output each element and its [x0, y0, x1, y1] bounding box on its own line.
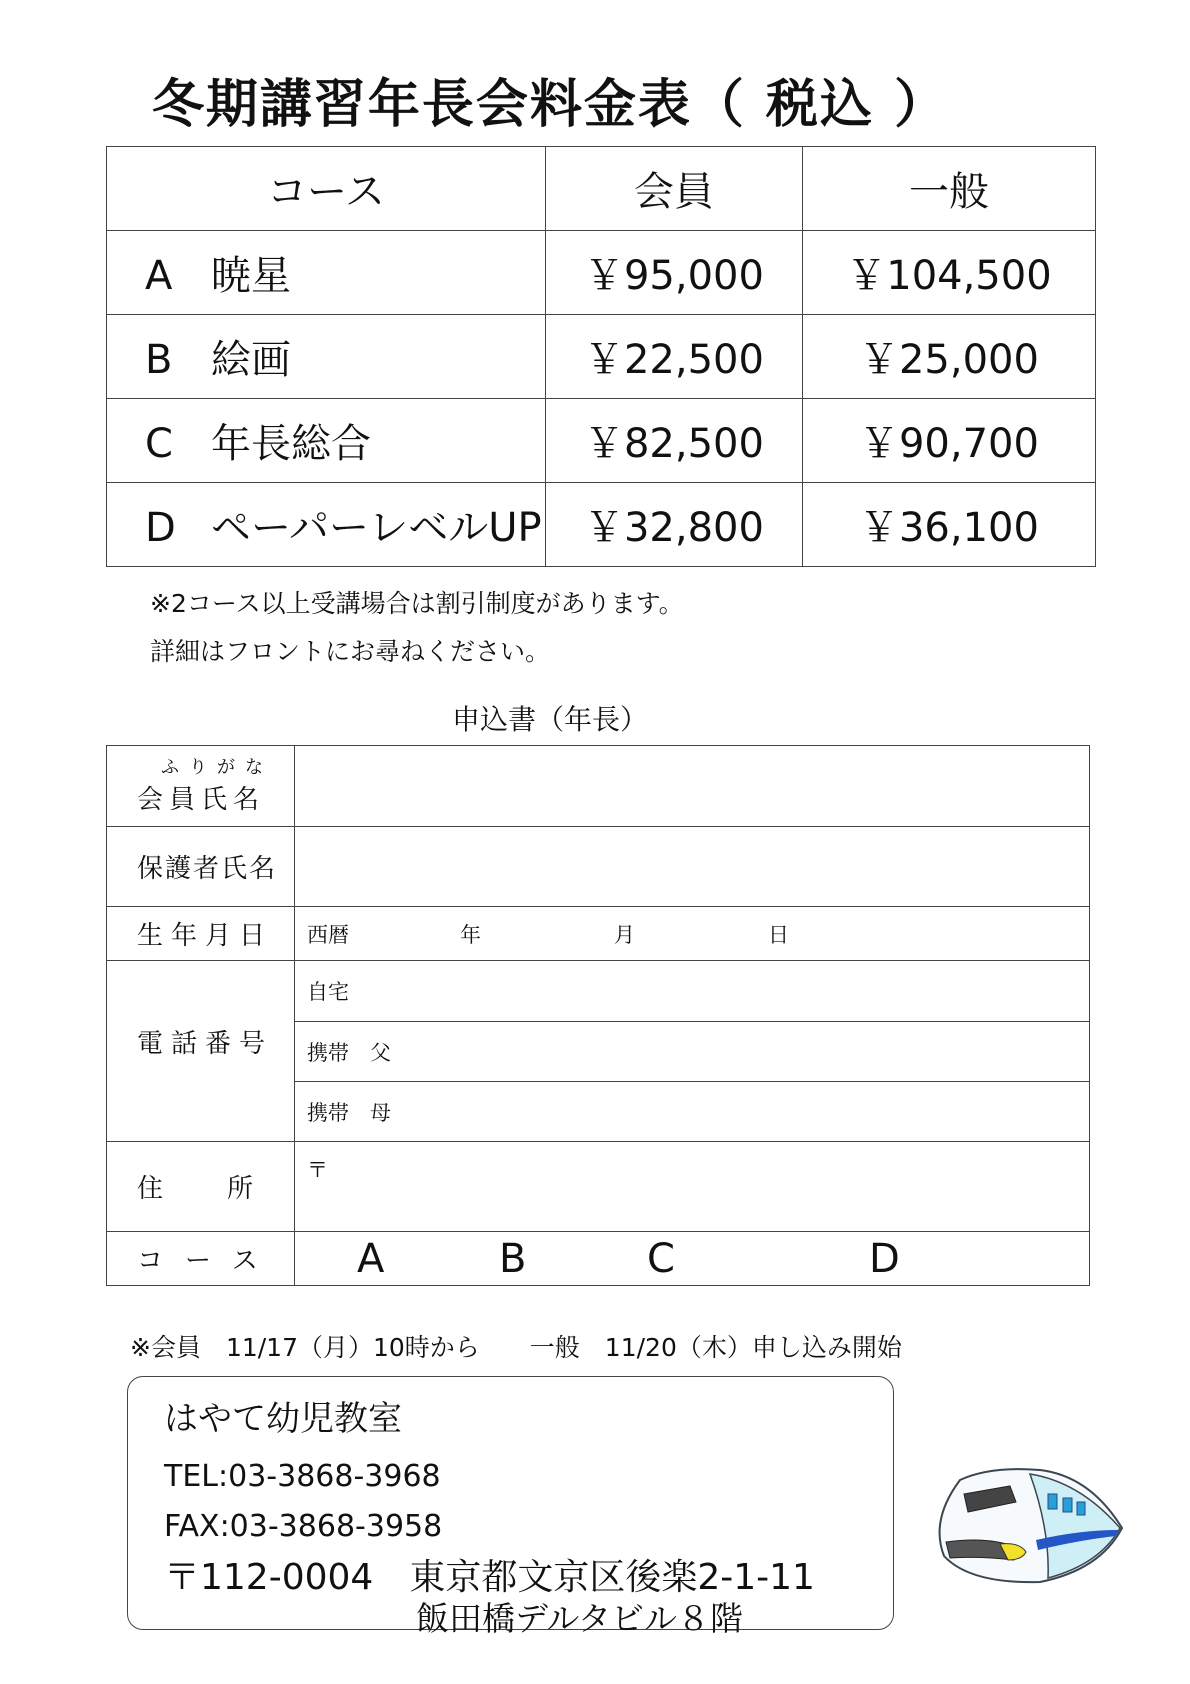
- phone-home-field[interactable]: [295, 961, 1090, 1022]
- note-details: 詳細はフロントにお尋ねください。: [150, 637, 551, 666]
- birthdate-label: 生年月日: [107, 907, 295, 961]
- birthdate-field[interactable]: [295, 907, 1090, 961]
- table-row: [107, 483, 1096, 567]
- course-name: 絵画: [211, 337, 291, 383]
- address-line-1: 〒112-0004 東京都文京区後楽2-1-11: [164, 1557, 815, 1598]
- member-price: ￥82,500: [546, 399, 803, 483]
- note-discount: ※2コース以上受講場合は割引制度があります。: [150, 589, 684, 618]
- general-price: ￥90,700: [802, 399, 1095, 483]
- member-price: ￥22,500: [546, 315, 803, 399]
- postal-mark: 〒: [307, 1158, 328, 1182]
- member-name-text: 会員氏名: [137, 784, 266, 815]
- phone-father-label: 携帯 父: [307, 1040, 391, 1065]
- year-label: 年: [460, 922, 481, 947]
- form-title: 申込書（年長）: [451, 703, 648, 736]
- form-row-phone-home: [107, 961, 1090, 1022]
- tel: TEL:03-3868-3968: [164, 1459, 441, 1494]
- general-price: ￥104,500: [802, 231, 1095, 315]
- fax: FAX:03-3868-3958: [164, 1509, 443, 1544]
- course-letter: A: [145, 253, 173, 299]
- table-row: [107, 231, 1096, 315]
- header-course: コース: [107, 147, 546, 231]
- course-letter: B: [145, 337, 173, 383]
- page-title: 冬期講習年長会料金表（ 税込 ）: [151, 75, 949, 135]
- school-name: はやて幼児教室: [164, 1399, 402, 1439]
- course-name: 年長総合: [211, 421, 371, 467]
- day-label: 日: [768, 922, 789, 947]
- course-letter: C: [145, 421, 173, 467]
- course-cell: [107, 231, 546, 315]
- course-name: 暁星: [211, 253, 291, 299]
- form-row-member-name: [107, 746, 1090, 827]
- phone-mother-field[interactable]: [295, 1082, 1090, 1142]
- member-price: ￥95,000: [546, 231, 803, 315]
- course-cell: [107, 399, 546, 483]
- course-option-b[interactable]: B: [499, 1235, 527, 1282]
- phone-home-label: 自宅: [307, 980, 349, 1004]
- form-row-birthdate: [107, 907, 1090, 961]
- application-form: [106, 745, 1090, 1286]
- course-option-a[interactable]: A: [357, 1235, 385, 1282]
- guardian-name-label: 保護者氏名: [107, 827, 295, 907]
- month-label: 月: [614, 922, 635, 947]
- price-table: [106, 146, 1096, 567]
- member-price: ￥32,800: [546, 483, 803, 567]
- phone-mother-label: 携帯 母: [307, 1100, 391, 1125]
- course-name: ペーパーレベルUP: [211, 505, 542, 551]
- address-line-2: 飯田橋デルタビル８階: [416, 1599, 744, 1638]
- table-row: [107, 315, 1096, 399]
- header-general: 一般: [802, 147, 1095, 231]
- open-notice: ※会員 11/17（月）10時から 一般 11/20（木）申し込み開始: [130, 1333, 902, 1362]
- form-row-address: [107, 1142, 1090, 1232]
- contact-box: [127, 1376, 894, 1638]
- course-label: コース: [107, 1232, 295, 1286]
- bullet-train-icon: [930, 1460, 1130, 1590]
- header-member: 会員: [546, 147, 803, 231]
- furigana-label: ふりがな: [161, 756, 273, 778]
- address-field[interactable]: [295, 1142, 1090, 1232]
- course-option-d[interactable]: D: [869, 1235, 900, 1282]
- guardian-name-field[interactable]: [295, 827, 1090, 907]
- general-price: ￥36,100: [802, 483, 1095, 567]
- general-price: ￥25,000: [802, 315, 1095, 399]
- phone-father-field[interactable]: [295, 1022, 1090, 1082]
- address-label: 住 所: [107, 1142, 295, 1232]
- course-options: [295, 1232, 1090, 1286]
- table-row: [107, 399, 1096, 483]
- phone-label: 電話番号: [107, 961, 295, 1142]
- course-cell: [107, 483, 546, 567]
- member-name-label: [107, 746, 295, 827]
- course-cell: [107, 315, 546, 399]
- era-label: 西暦: [307, 922, 349, 947]
- form-row-guardian: [107, 827, 1090, 907]
- notes: [150, 580, 684, 676]
- form-row-course: [107, 1232, 1090, 1286]
- course-option-c[interactable]: C: [647, 1235, 675, 1282]
- price-table-header: [107, 147, 1096, 231]
- course-letter: D: [145, 505, 176, 551]
- member-name-field[interactable]: [295, 746, 1090, 827]
